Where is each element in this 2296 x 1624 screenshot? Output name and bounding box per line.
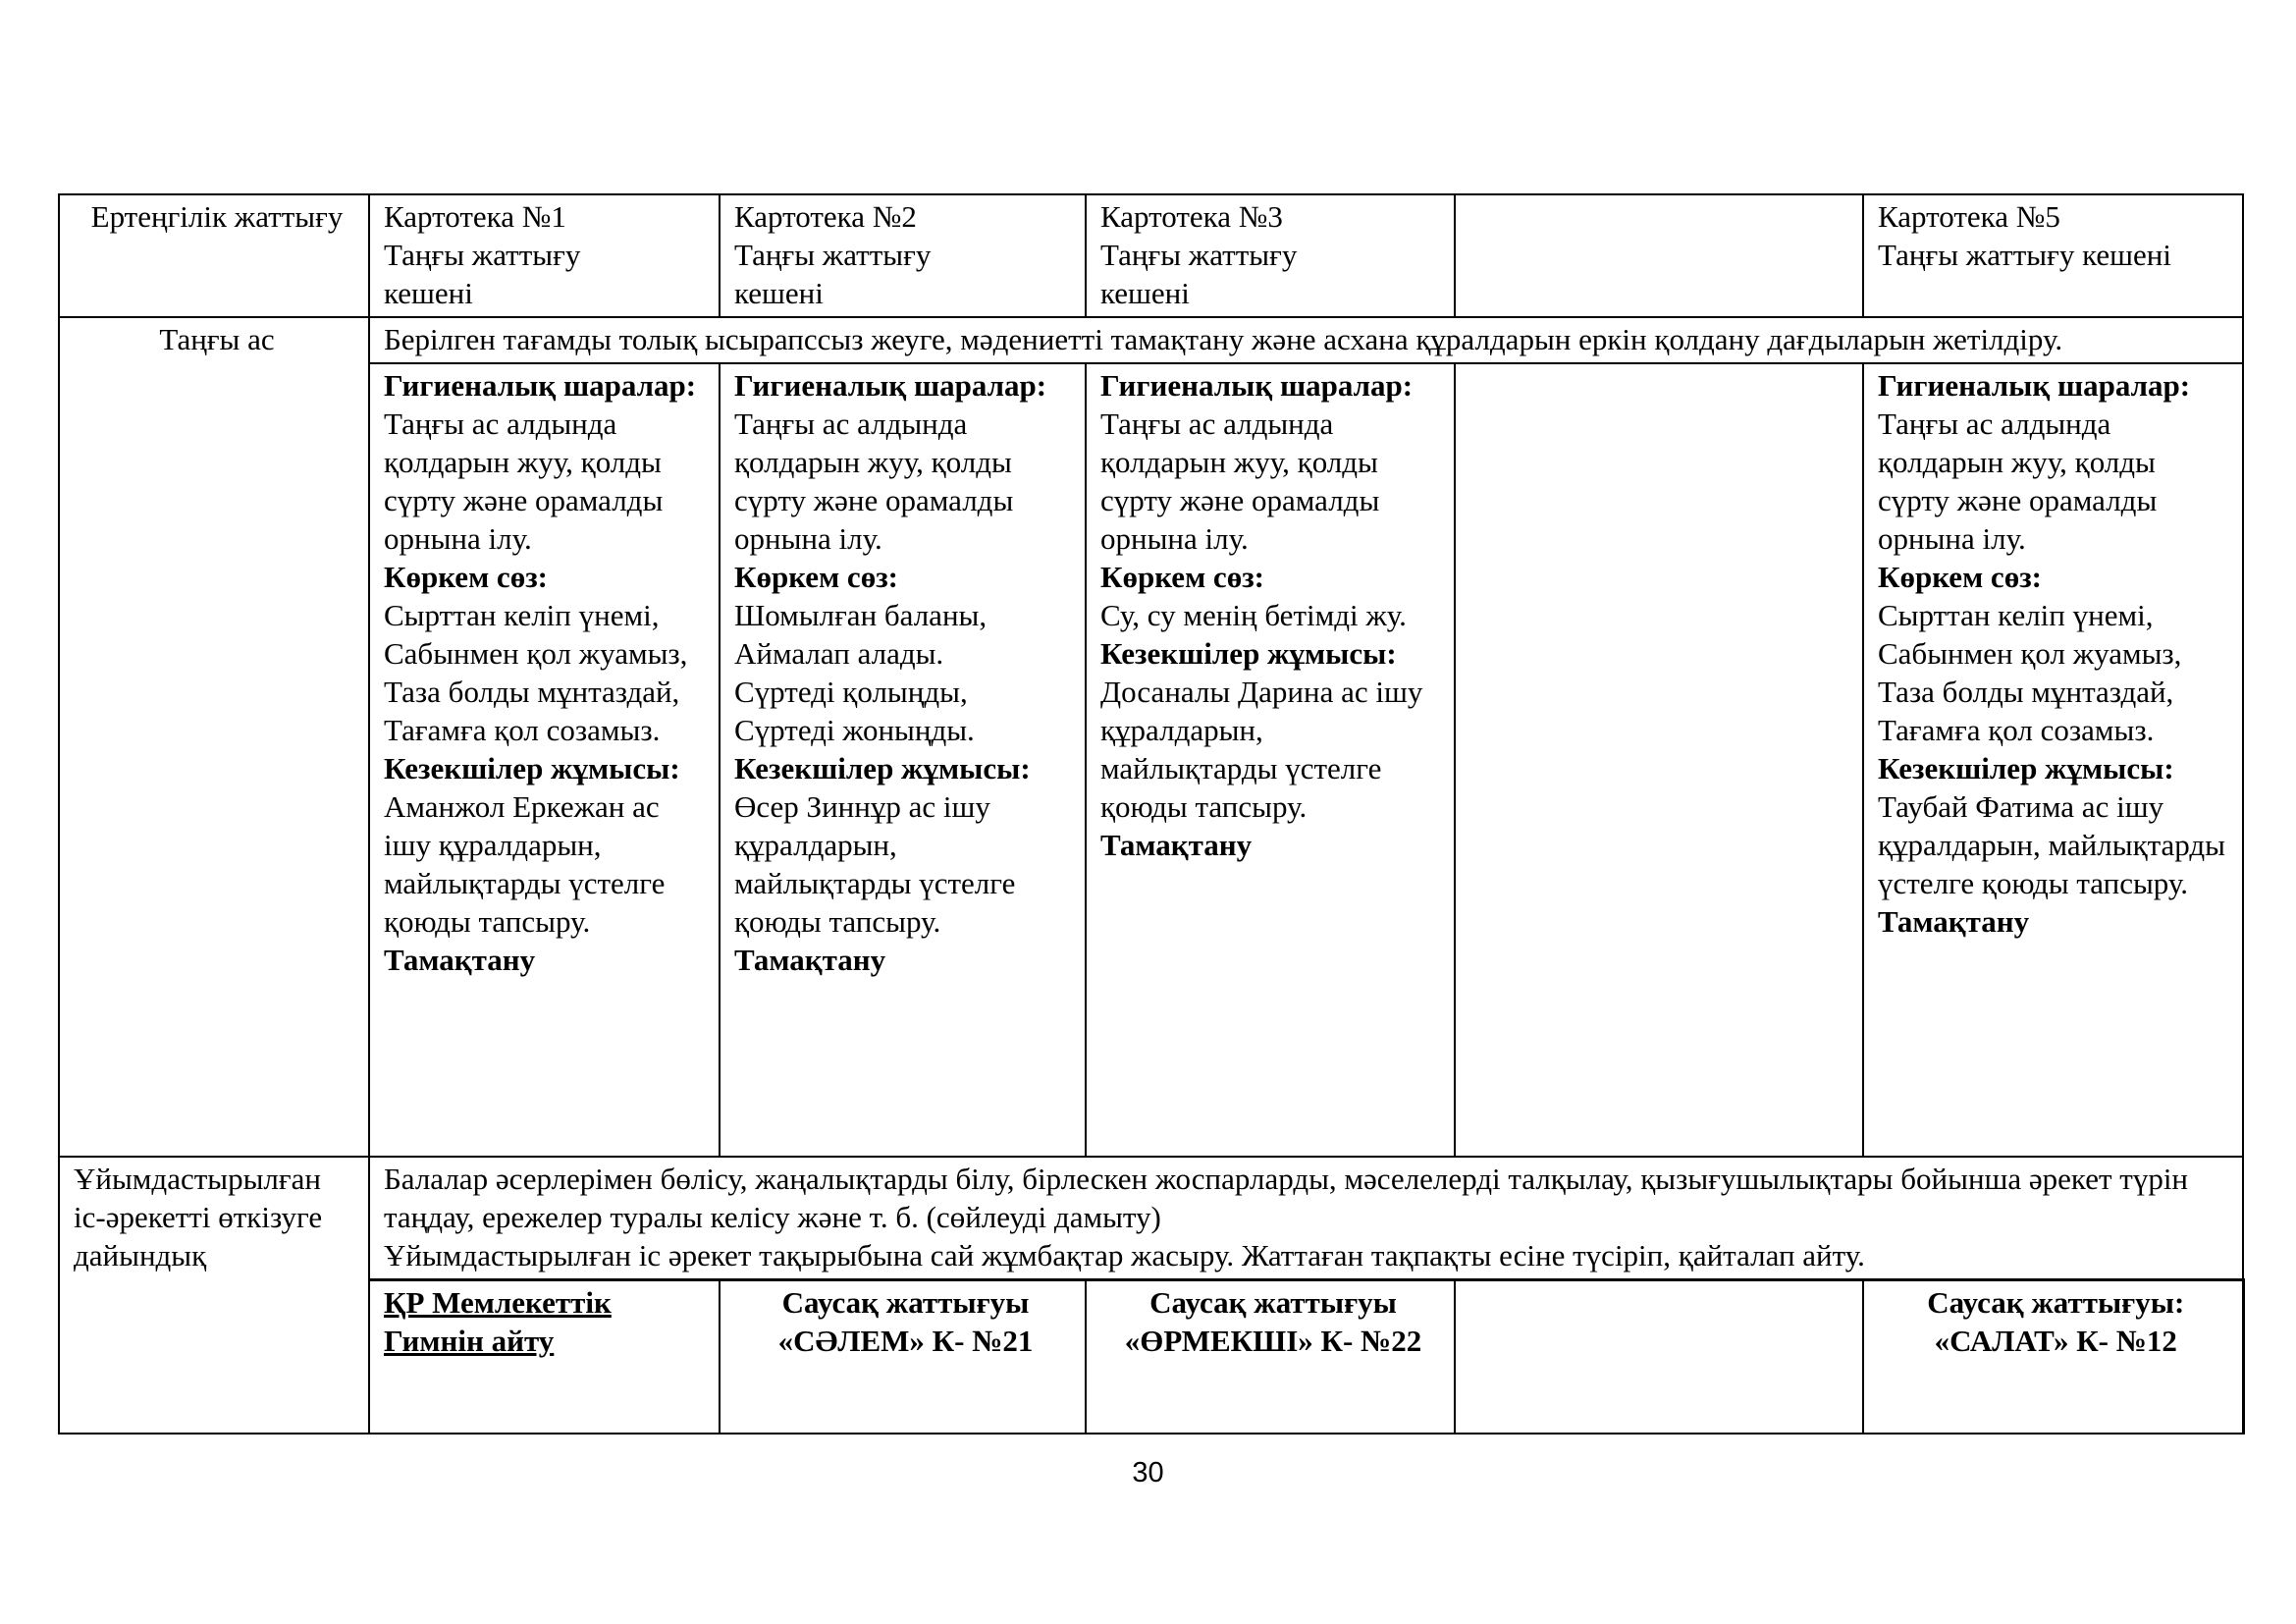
card-line: Таңғы жаттығу	[734, 238, 932, 272]
poem-line: Су, су менің бетімді жу.	[1100, 598, 1407, 632]
exercise-card-2	[720, 194, 1086, 317]
activity-line: Саусақ жаттығуы:	[1927, 1285, 2185, 1320]
card-line: Таңғы жаттығу	[1100, 238, 1298, 272]
card-line: кешені	[1100, 276, 1190, 310]
eat-label: Тамақтану	[384, 943, 536, 977]
card-title: Картотека №5	[1878, 199, 2060, 234]
hygiene-text: Таңғы ас алдында қолдарын жуу, қолды сүрту және орамалды орнына ілу.	[384, 406, 664, 556]
organized-description	[369, 1157, 2243, 1280]
poem-line: Сабынмен қол жуамыз,	[384, 636, 688, 671]
hygiene-label: Гигиеналық шаралар:	[384, 368, 697, 403]
breakfast-goal: Берілген тағамды толық ысырапссыз жеуге, мәдениетті тамақтану және асхана құралдарын еркін қолдану дағдыларын жетілдіру.	[369, 317, 2243, 363]
card-title: Картотека №2	[734, 199, 917, 234]
organized-text-2: Ұйымдастырылған іс әрекет тақырыбына сай жұмбақтар жасыру. Жаттаған тақпақты есіне түсіріп, қайталап айту.	[384, 1238, 1865, 1272]
duty-label: Кезекшілер жұмысы:	[734, 751, 1031, 785]
activity-line: ҚР Мемлекеттік	[384, 1285, 612, 1320]
exercise-card-3	[1086, 194, 1455, 317]
activity-line: Саусақ жаттығуы	[1149, 1285, 1397, 1320]
poem-line: Сүртеді жоныңды.	[734, 713, 975, 747]
row-label-breakfast: Таңғы ас	[59, 317, 369, 1157]
poem-line: Сүртеді қолыңды,	[734, 675, 968, 709]
poem-line: Таза болды мұнтаздай,	[384, 675, 680, 709]
activity-anthem	[369, 1280, 720, 1434]
activity-line: «САЛАТ» К- №12	[1934, 1324, 2177, 1358]
activity-line: «ӨРМЕКШІ» К- №22	[1124, 1324, 1422, 1358]
activity-finger-2	[1086, 1280, 1455, 1434]
poem-label: Көркем сөз:	[1100, 560, 1264, 594]
poem-line: Тағамға қол созамыз.	[1878, 713, 2155, 747]
breakfast-day-5	[1863, 363, 2243, 1157]
daily-plan-table	[58, 193, 2245, 1435]
hygiene-label: Гигиеналық шаралар:	[1878, 368, 2191, 403]
row-breakfast-goal	[59, 317, 2243, 363]
row-label-exercise: Ертеңгілік жаттығу	[59, 194, 369, 317]
activity-line: «СӘЛЕМ» К- №21	[777, 1324, 1034, 1358]
exercise-card-5	[1863, 194, 2243, 317]
row-organized-activities	[59, 1280, 2243, 1434]
eat-label: Тамақтану	[1878, 904, 2030, 939]
poem-line: Таза болды мұнтаздай,	[1878, 675, 2174, 709]
poem-line: Сырттан келіп үнемі,	[1878, 598, 2154, 632]
row-breakfast-details	[59, 363, 2243, 1157]
organized-text-1: Балалар әсерлерімен бөлісу, жаңалықтарды білу, бірлескен жоспарларды, мәселелерді талқылау, қызығушылықтары бойынша әрекет түрін таңдау, ережелер туралы келісу және т. б. (сөйлеуді дамыту)	[384, 1162, 2189, 1234]
poem-label: Көркем сөз:	[1878, 560, 2042, 594]
activity-line: Гимнін айту	[384, 1324, 555, 1358]
hygiene-text: Таңғы ас алдында қолдарын жуу, қолды сүрту және орамалды орнына ілу.	[1878, 406, 2158, 556]
duty-text: Досаналы Дарина ас ішу құралдарын, майлықтарды үстелге қоюды тапсыру.	[1100, 675, 1423, 824]
poem-line: Шомылған баланы,	[734, 598, 988, 632]
poem-line: Аймалап алады.	[734, 636, 944, 671]
poem-label: Көркем сөз:	[384, 560, 548, 594]
poem-line: Сырттан келіп үнемі,	[384, 598, 660, 632]
row-label-organized: Ұйымдастырылған іс-әрекетті өткізуге дайындық	[59, 1157, 369, 1434]
eat-label: Тамақтану	[734, 943, 886, 977]
hygiene-text: Таңғы ас алдында қолдарын жуу, қолды сүрту және орамалды орнына ілу.	[1100, 406, 1380, 556]
card-title: Картотека №1	[384, 199, 566, 234]
activity-finger-1	[720, 1280, 1086, 1434]
activity-empty	[1455, 1280, 1863, 1434]
duty-label: Кезекшілер жұмысы:	[384, 751, 680, 785]
duty-label: Кезекшілер жұмысы:	[1878, 751, 2174, 785]
activity-finger-3	[1863, 1280, 2243, 1434]
row-morning-exercise	[59, 194, 2243, 317]
poem-label: Көркем сөз:	[734, 560, 898, 594]
duty-label: Кезекшілер жұмысы:	[1100, 636, 1397, 671]
page-number: 30	[1132, 1457, 1164, 1489]
poem-line: Тағамға қол созамыз.	[384, 713, 661, 747]
card-line: Таңғы жаттығу кешені	[1878, 238, 2171, 272]
breakfast-day-3	[1086, 363, 1455, 1157]
hygiene-text: Таңғы ас алдында қолдарын жуу, қолды сүрту және орамалды орнына ілу.	[734, 406, 1014, 556]
activity-line: Саусақ жаттығуы	[781, 1285, 1030, 1320]
card-title: Картотека №3	[1100, 199, 1283, 234]
hygiene-label: Гигиеналық шаралар:	[1100, 368, 1414, 403]
poem-line: Сабынмен қол жуамыз,	[1878, 636, 2182, 671]
eat-label: Тамақтану	[1100, 828, 1253, 862]
breakfast-day-4-empty	[1455, 363, 1863, 1157]
exercise-card-1	[369, 194, 720, 317]
duty-text: Өсер Зиннұр ас ішу құралдарын, майлықтарды үстелге қоюды тапсыру.	[734, 789, 1016, 939]
card-line: Таңғы жаттығу	[384, 238, 581, 272]
hygiene-label: Гигиеналық шаралар:	[734, 368, 1047, 403]
row-organized-text	[59, 1157, 2243, 1280]
exercise-card-4-empty	[1455, 194, 1863, 317]
duty-text: Аманжол Еркежан ас ішу құралдарын, майлықтарды үстелге қоюды тапсыру.	[384, 789, 666, 939]
breakfast-day-1	[369, 363, 720, 1157]
card-line: кешені	[384, 276, 473, 310]
card-line: кешені	[734, 276, 824, 310]
duty-text: Таубай Фатима ас ішу құралдарын, майлықтарды үстелге қоюды тапсыру.	[1878, 789, 2226, 900]
breakfast-day-2	[720, 363, 1086, 1157]
